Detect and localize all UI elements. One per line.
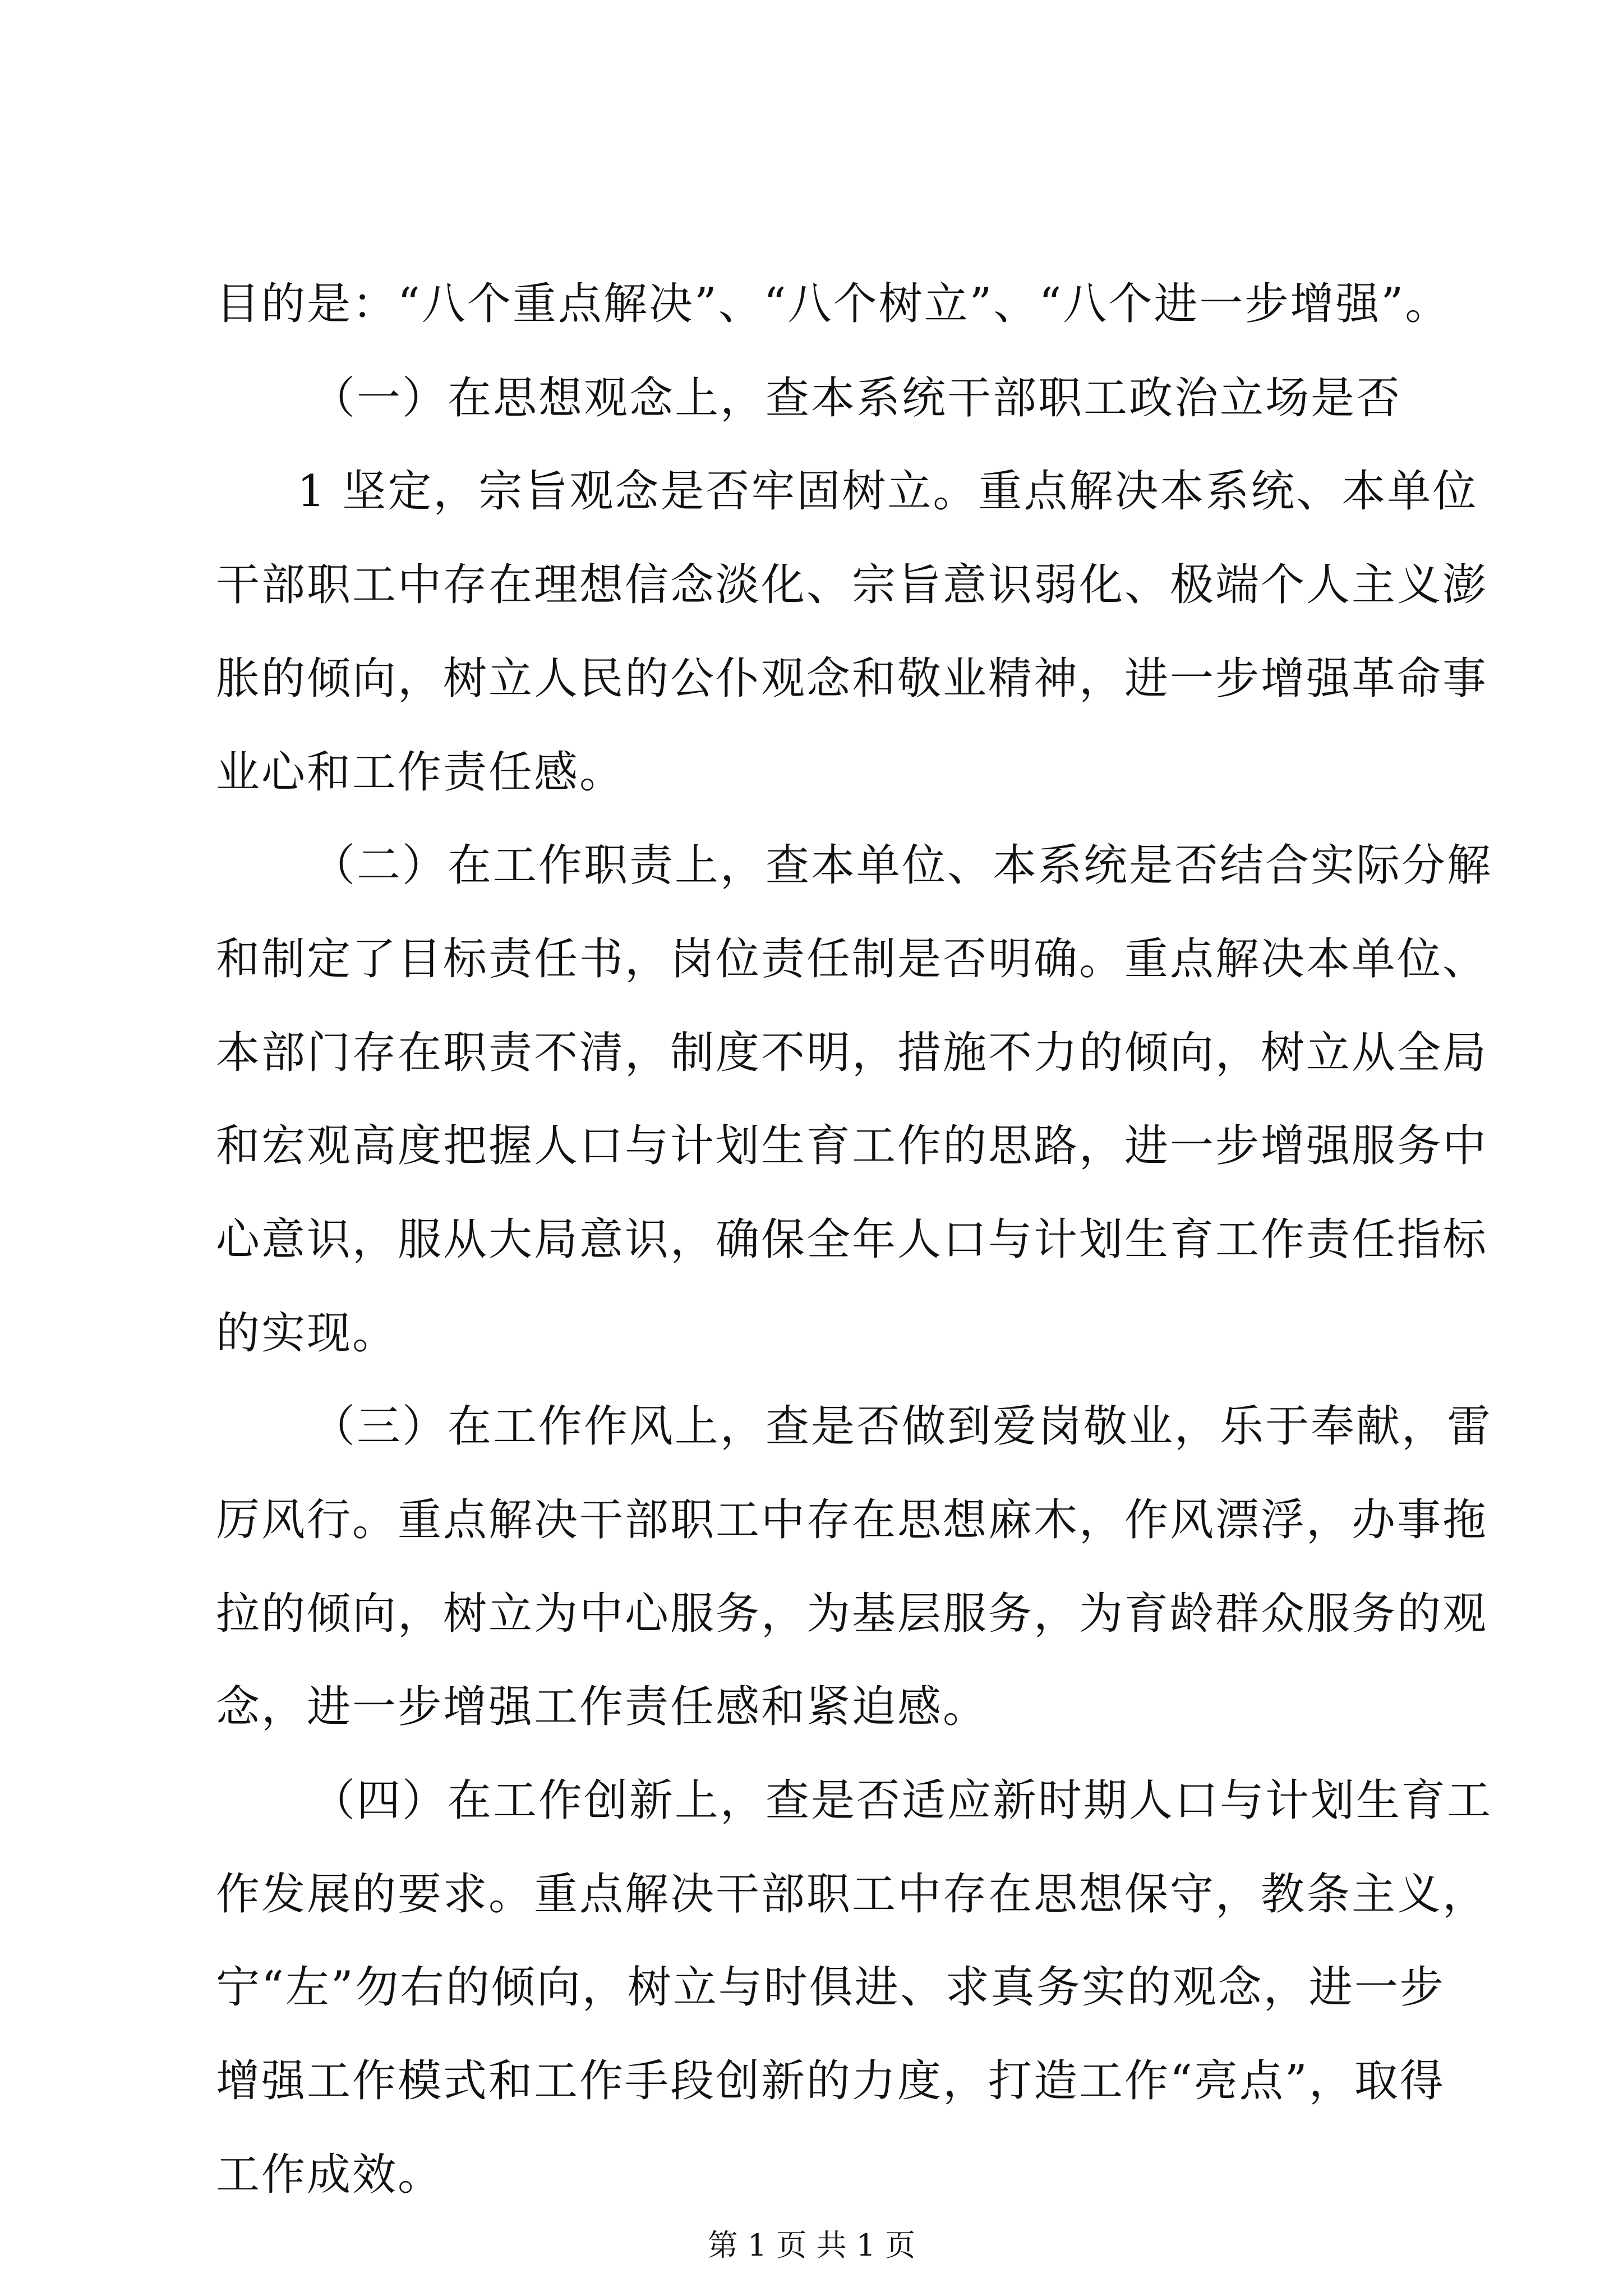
text-line-21: 工作成效。	[216, 2150, 444, 2200]
page-footer: 第 1 页 共 1 页	[707, 2228, 916, 2263]
text-line-8: 和制定了目标责任书，岗位责任制是否明确。重点解决本单位、	[216, 934, 1488, 984]
text-line-3: 1 坚定，宗旨观念是否牢固树立。重点解决本系统、本单位	[297, 466, 1478, 517]
text-line-12: 的实现。	[216, 1308, 398, 1359]
text-line-20: 增强工作模式和工作手段创新的力度，打造工作“亮点”，取得	[216, 2056, 1445, 2106]
text-line-15: 拉的倾向，树立为中心服务，为基层服务，为育龄群众服务的观	[216, 1589, 1488, 1639]
text-line-5: 胀的倾向，树立人民的公仆观念和敬业精神，进一步增强革命事	[216, 654, 1488, 704]
text-line-18: 作发展的要求。重点解决干部职工中存在思想保守，教条主义，	[216, 1869, 1488, 1920]
text-line-7: （二）在工作职责上，查本单位、本系统是否结合实际分解	[311, 840, 1493, 891]
text-line-4: 干部职工中存在理想信念淡化、宗旨意识弱化、极端个人主义澎	[216, 560, 1488, 610]
text-line-10: 和宏观高度把握人口与计划生育工作的思路，进一步增强服务中	[216, 1121, 1488, 1171]
text-line-19: 宁“左”勿右的倾向，树立与时俱进、求真务实的观念，进一步	[216, 1962, 1445, 2013]
text-line-17: （四）在工作创新上，查是否适应新时期人口与计划生育工	[311, 1775, 1493, 1826]
text-line-9: 本部门存在职责不清，制度不明，措施不力的倾向，树立从全局	[216, 1028, 1488, 1078]
text-line-1: 目的是：“八个重点解决”、“八个树立”、“八个进一步增强”。	[216, 279, 1451, 329]
text-line-11: 心意识，服从大局意识，确保全年人口与计划生育工作责任指标	[216, 1214, 1488, 1265]
text-line-6: 业心和工作责任感。	[216, 747, 625, 798]
text-line-16: 念，进一步增强工作责任感和紧迫感。	[216, 1682, 989, 1732]
text-line-2: （一）在思想观念上，查本系统干部职工政治立场是否	[311, 373, 1402, 424]
text-line-14: 厉风行。重点解决干部职工中存在思想麻木，作风漂浮，办事拖	[216, 1495, 1488, 1545]
text-line-13: （三）在工作作风上，查是否做到爱岗敬业，乐于奉献，雷	[311, 1401, 1493, 1452]
